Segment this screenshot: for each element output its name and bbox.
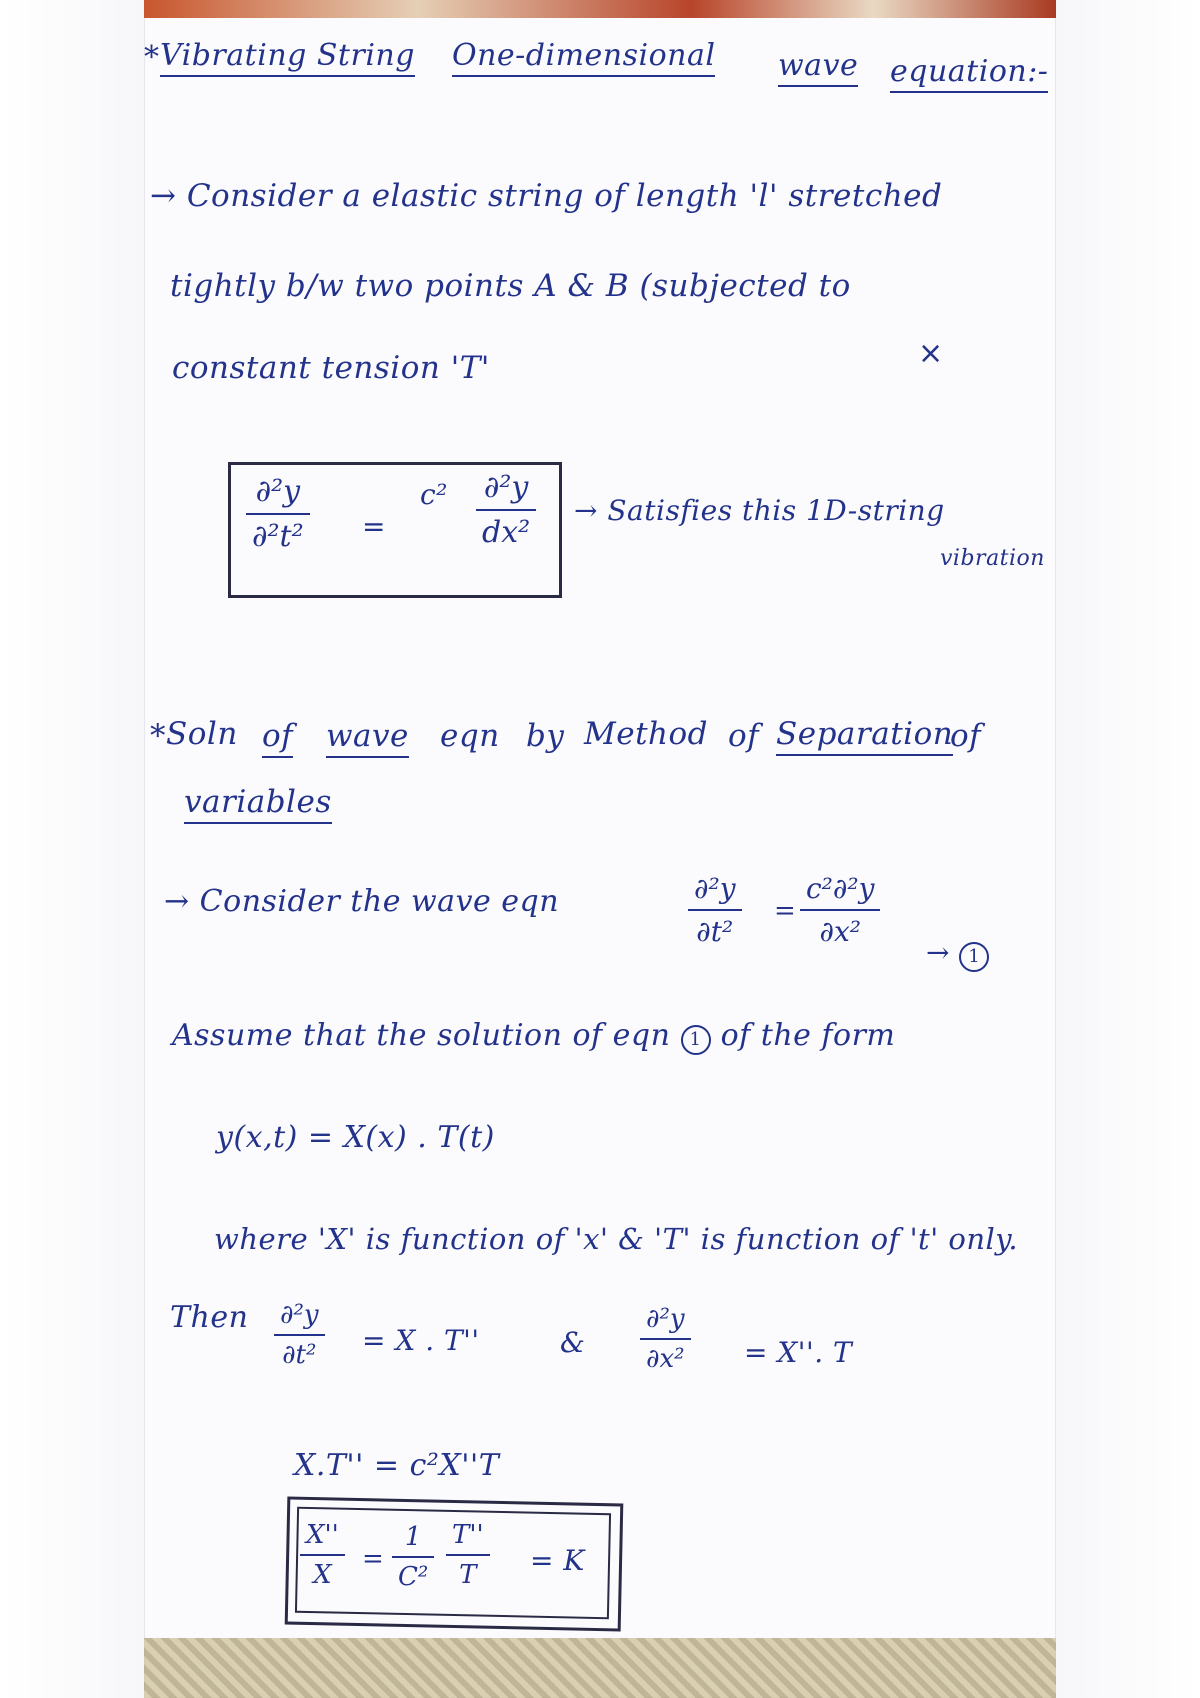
then-d2t-numerator: ∂²y xyxy=(280,1300,319,1330)
heading-word-eqn: eqn xyxy=(440,718,500,754)
eq3-rhs-bar xyxy=(446,1554,490,1556)
bottom-fabric-edge xyxy=(144,1638,1056,1698)
heading-word-of-1: of xyxy=(262,718,293,758)
wave-rhs-fraction xyxy=(800,872,880,948)
consider-wave-text: → Consider the wave eqn xyxy=(164,884,560,919)
title-part-one-dimensional: One-dimensional xyxy=(452,38,715,77)
wave-rhs-numerator: c²∂²y xyxy=(806,872,875,905)
eq1-lhs-fraction xyxy=(246,474,310,554)
title-asterisk: * xyxy=(144,40,160,75)
then-d2x-denominator: ∂x² xyxy=(646,1344,685,1374)
eq3-coefficient-denominator: C² xyxy=(398,1562,429,1592)
eq1-note-line-2: vibration xyxy=(940,546,1045,571)
heading-word-method: Method xyxy=(584,716,709,752)
eq1-lhs-bar xyxy=(246,513,310,515)
then-d2t-bar xyxy=(274,1334,325,1336)
eq3-equals: = xyxy=(362,1544,385,1574)
assume-line xyxy=(172,1018,895,1055)
eq3-lhs-fraction xyxy=(300,1520,345,1590)
wave-lhs-denominator: ∂t² xyxy=(696,915,734,948)
title-part-vibrating-string: Vibrating String xyxy=(160,38,415,77)
assume-text-b: of the form xyxy=(720,1018,896,1053)
then-ampersand: & xyxy=(560,1326,586,1359)
eq1-rhs-bar xyxy=(476,509,536,511)
eq1-rhs-fraction xyxy=(476,470,536,550)
eq1-note-line-1: → Satisfies this 1D-string xyxy=(574,494,945,527)
then-d2t-denominator: ∂t² xyxy=(282,1340,317,1370)
notebook-page xyxy=(144,0,1056,1698)
then-d2x-result: = X''. T xyxy=(744,1336,853,1369)
where-explanation: where 'X' is function of 'x' & 'T' is function of 't' only. xyxy=(214,1222,1019,1256)
equation-reference-1 xyxy=(926,936,989,972)
eq3-lhs-bar xyxy=(300,1554,345,1556)
eq3-lhs-denominator: X xyxy=(313,1560,332,1590)
heading-word-variables: variables xyxy=(184,784,332,824)
wave-lhs-fraction xyxy=(688,872,742,948)
assume-text-a: Assume that the solution of eqn xyxy=(172,1018,671,1053)
heading-word-of-3: of xyxy=(950,718,982,754)
eq3-rhs-numerator: T'' xyxy=(452,1520,484,1550)
heading-word-soln: Soln xyxy=(166,716,238,752)
eq3-rhs-fraction xyxy=(446,1520,490,1590)
equation-2: X.T'' = c²X''T xyxy=(294,1448,500,1483)
intro-line-3: constant tension 'T' xyxy=(172,350,490,386)
wave-rhs-bar xyxy=(800,909,880,911)
right-margin xyxy=(1056,0,1200,1698)
eq3-coefficient-numerator: 1 xyxy=(404,1522,422,1552)
wave-equals: = xyxy=(774,896,797,926)
title-part-equation: equation:- xyxy=(890,54,1048,93)
reference-arrow: → xyxy=(926,936,950,969)
heading-asterisk: * xyxy=(150,718,166,754)
solution-form: y(x,t) = X(x) . T(t) xyxy=(216,1120,495,1155)
eq3-coefficient-bar xyxy=(392,1556,434,1558)
stray-cross-mark: × xyxy=(918,336,944,371)
heading-word-separation: Separation xyxy=(776,716,953,756)
eq1-rhs-numerator: ∂²y xyxy=(483,470,529,505)
heading-word-of-2: of xyxy=(728,718,760,754)
wave-lhs-bar xyxy=(688,909,742,911)
then-d2x-numerator: ∂²y xyxy=(646,1304,685,1334)
eq1-coefficient: c² xyxy=(420,478,448,511)
heading-word-by: by xyxy=(526,718,565,754)
then-d2t-result: = X . T'' xyxy=(362,1324,480,1357)
then-label: Then xyxy=(170,1300,249,1335)
assume-circled-number: 1 xyxy=(681,1025,711,1055)
intro-line-1: → Consider a elastic string of length 'l' stretched xyxy=(150,178,943,214)
eq3-lhs-numerator: X'' xyxy=(306,1520,339,1550)
title-part-wave: wave xyxy=(778,48,858,87)
top-fabric-edge xyxy=(144,0,1056,18)
wave-lhs-numerator: ∂²y xyxy=(694,872,736,905)
intro-line-2: tightly b/w two points A & B (subjected to xyxy=(170,268,851,304)
then-d2t-fraction xyxy=(274,1300,325,1370)
then-d2x-fraction xyxy=(640,1304,691,1374)
eq1-equals: = xyxy=(362,510,386,543)
heading-word-wave: wave xyxy=(326,718,409,758)
then-d2x-bar xyxy=(640,1338,691,1340)
wave-rhs-denominator: ∂x² xyxy=(819,915,861,948)
eq1-rhs-denominator: dx² xyxy=(482,515,531,550)
circled-number-1: 1 xyxy=(959,942,989,972)
eq3-constant-k: = K xyxy=(530,1544,585,1577)
left-margin xyxy=(0,0,144,1698)
eq1-lhs-numerator: ∂²y xyxy=(255,474,301,509)
eq1-lhs-denominator: ∂²t² xyxy=(252,519,304,554)
eq3-rhs-denominator: T xyxy=(459,1560,477,1590)
eq3-coefficient-fraction xyxy=(392,1522,434,1592)
